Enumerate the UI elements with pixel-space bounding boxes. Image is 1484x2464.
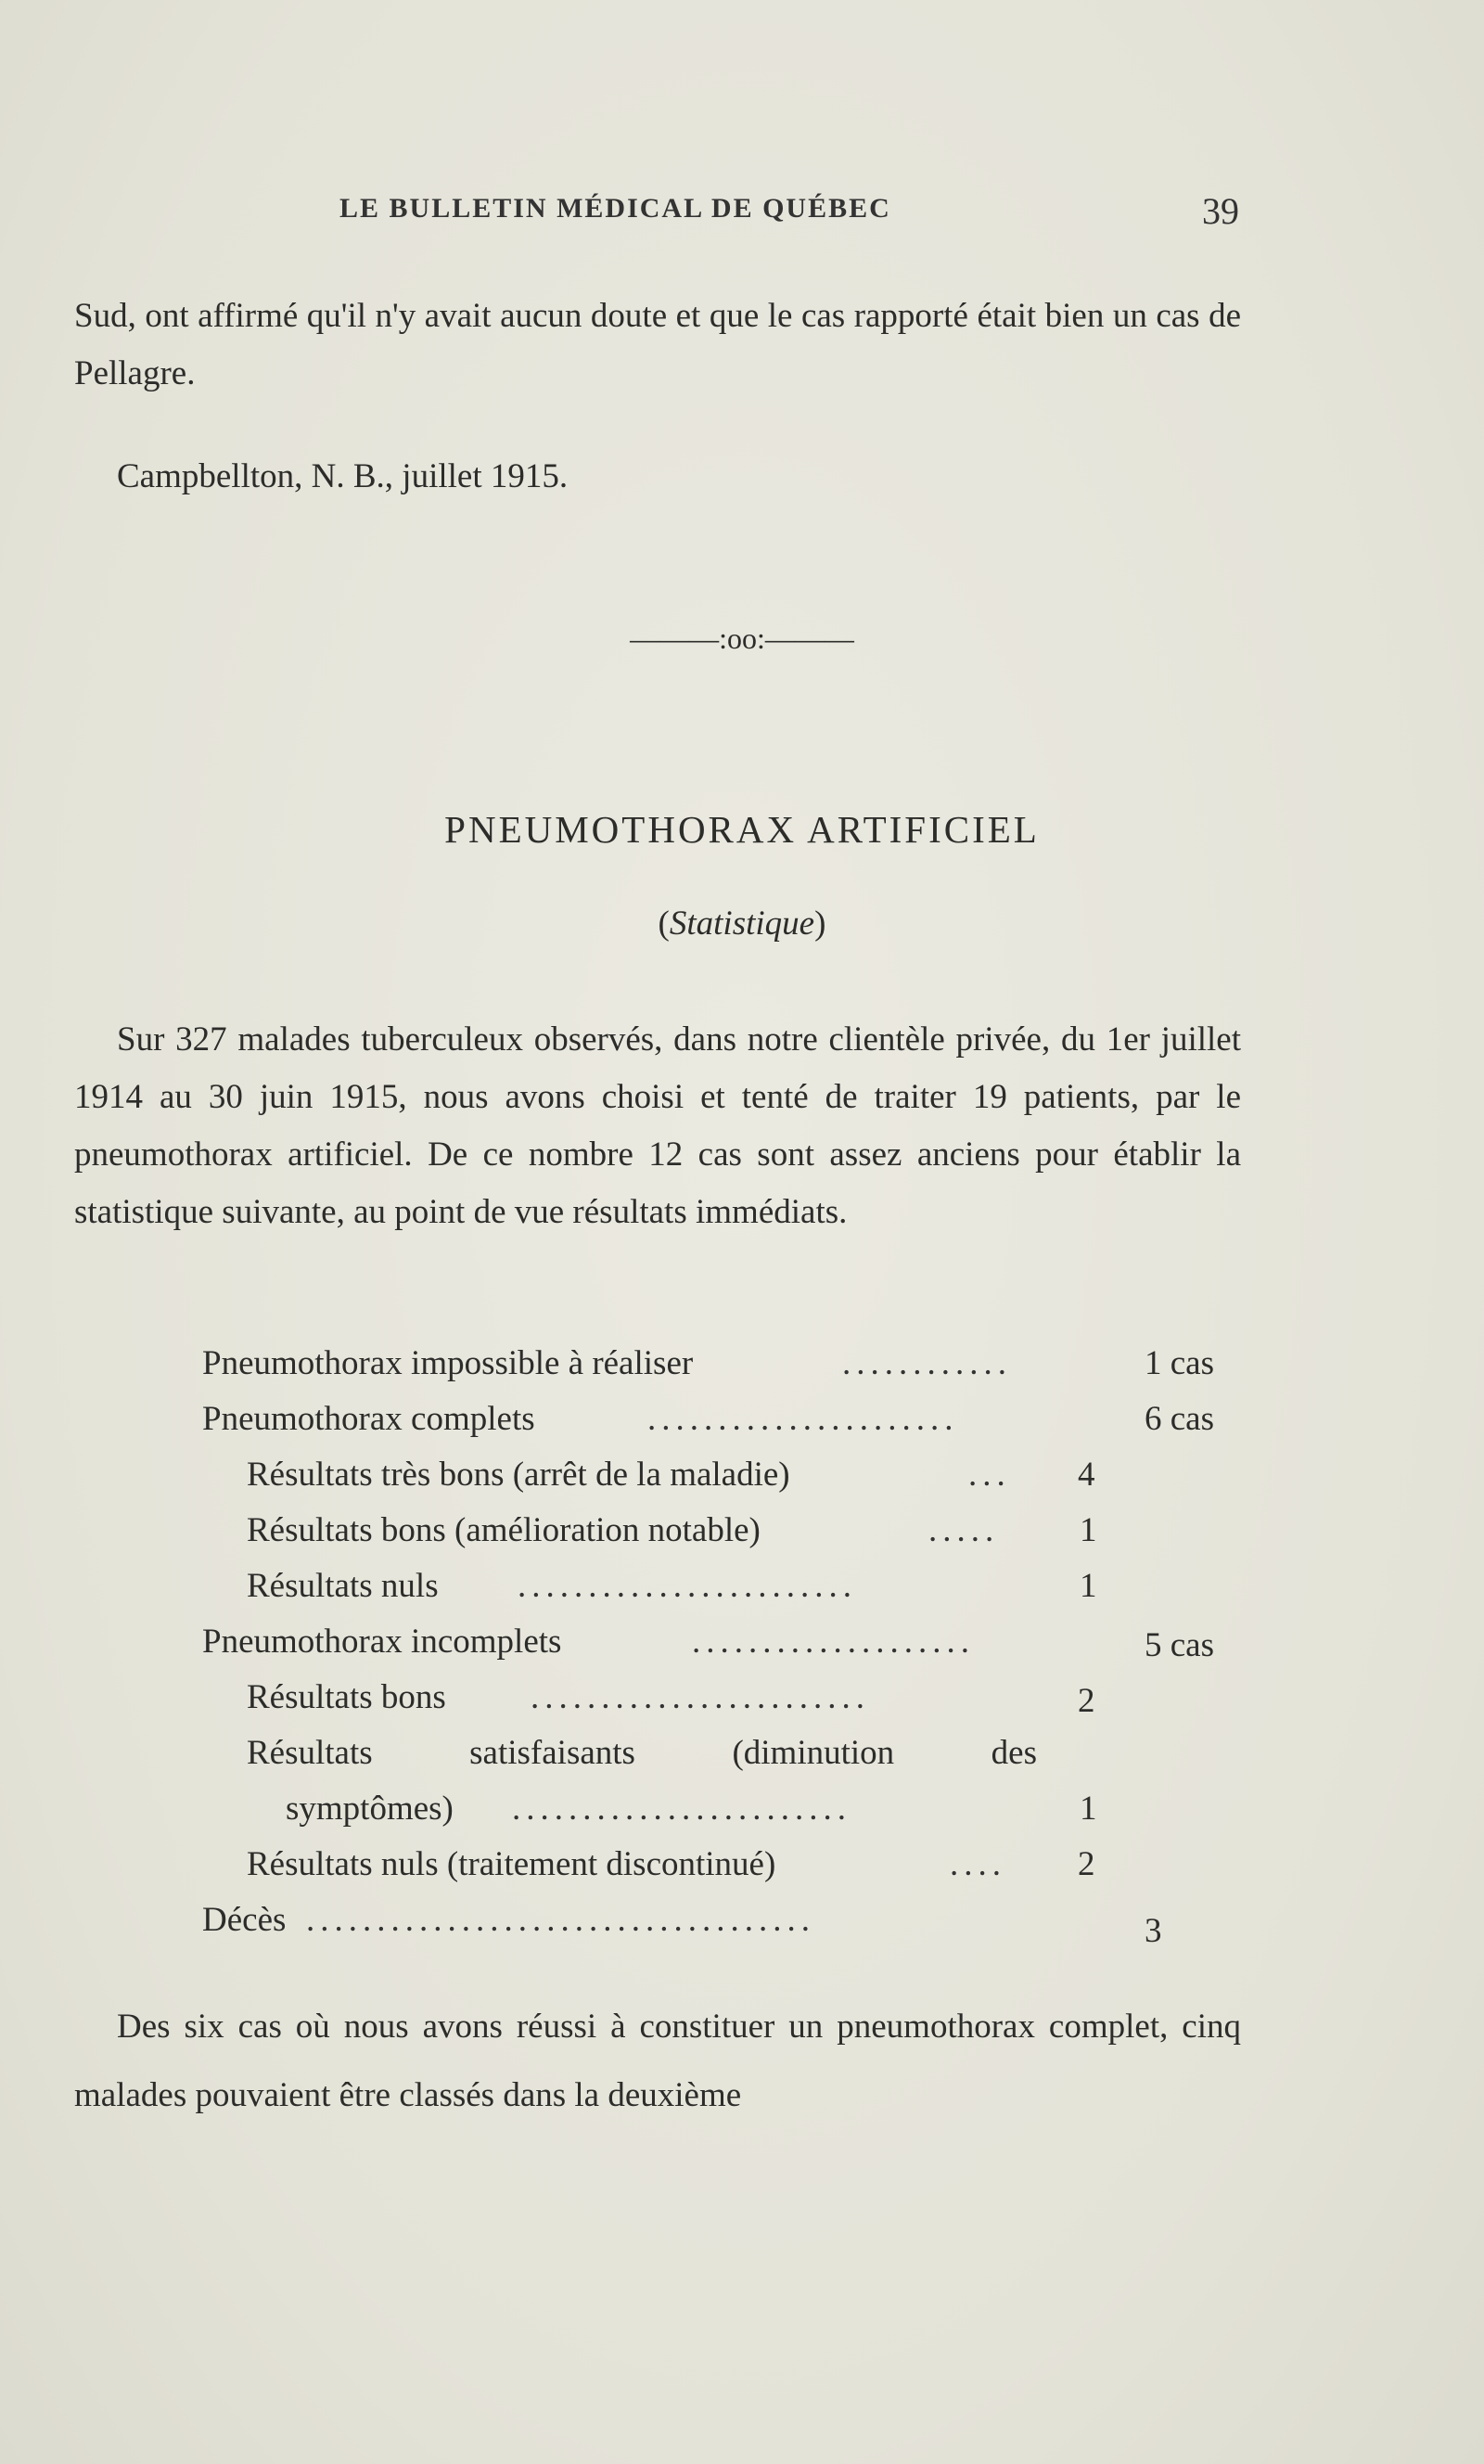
stat-label: Résultats très bons (arrêt de la maladie): [247, 1456, 790, 1494]
stat-label: Résultats bons (amélioration notable): [247, 1511, 761, 1549]
subtitle-open-paren: (: [658, 905, 670, 943]
closing-paragraph: Des six cas où nous avons réussi à constituer un pneumothorax complet, cinq malades pouvaient être classés dans la deuxième: [74, 2008, 1241, 2114]
stat-subvalue: 2: [1078, 1845, 1095, 1883]
section-subtitle: [0, 904, 1484, 943]
stat-label: Résultats bons: [247, 1678, 446, 1716]
stat-value: 1 cas: [1145, 1344, 1214, 1382]
stat-label: Décès: [202, 1901, 287, 1939]
page-number: 39: [1202, 190, 1239, 232]
stat-subvalue: 2: [1078, 1682, 1095, 1720]
stat-subvalue: 4: [1078, 1456, 1095, 1494]
leader-dots: ............: [842, 1344, 1012, 1382]
section-separator: ———:oo:———: [630, 622, 854, 655]
stat-label: symptômes): [286, 1790, 454, 1828]
leader-dots: ....: [950, 1845, 1006, 1883]
stat-value: 5 cas: [1145, 1626, 1214, 1664]
stat-subvalue: 1: [1080, 1790, 1097, 1828]
stat-label: Pneumothorax incomplets: [202, 1623, 562, 1661]
leader-dots: ...: [968, 1456, 1011, 1494]
leader-dots: ........................: [518, 1567, 857, 1605]
subtitle-close-paren: ): [814, 905, 826, 943]
stat-label: Résultats nuls (traitement discontinué): [247, 1845, 776, 1883]
leader-dots: ....................................: [306, 1901, 815, 1939]
intro-paragraph: Sur 327 malades tuberculeux observés, dans notre clientèle privée, du 1er juillet 1914 au 30 juin 1915, nous avons choisi et tenté de traiter 19 patients, par le pneumothorax artificiel. De ce nombre 12 cas sont assez anciens pour établir la statistique suivante, au point de vue résultats immédiats.: [74, 1020, 1241, 1231]
section-title: PNEUMOTHORAX ARTIFICIEL: [444, 808, 1040, 851]
stat-label: Résultats nuls: [247, 1567, 439, 1605]
stat-label: Pneumothorax impossible à réaliser: [202, 1344, 694, 1382]
opening-paragraph: Sud, ont affirmé qu'il n'y avait aucun doute et que le cas rapporté était bien un cas de Pellagre.: [74, 297, 1241, 392]
signature-line: Campbellton, N. B., juillet 1915.: [117, 457, 569, 495]
stat-subvalue: 1: [1080, 1567, 1097, 1605]
stat-row: [247, 1733, 1037, 1789]
stat-label: Pneumothorax complets: [202, 1400, 535, 1438]
running-title: LE BULLETIN MÉDICAL DE QUÉBEC: [339, 193, 891, 224]
stat-label: Résultats satisfaisants (diminution des: [247, 1734, 1037, 1772]
leader-dots: ....................: [692, 1623, 975, 1661]
page-header: [0, 190, 1484, 239]
subtitle-text: Statistique: [669, 905, 815, 943]
stat-value: 6 cas: [1145, 1400, 1214, 1438]
stat-value: 3: [1145, 1912, 1162, 1950]
leader-dots: ......................: [647, 1400, 959, 1438]
leader-dots: ........................: [512, 1790, 851, 1828]
leader-dots: .....: [928, 1511, 1000, 1549]
leader-dots: ........................: [531, 1678, 870, 1716]
stat-subvalue: 1: [1080, 1511, 1097, 1549]
